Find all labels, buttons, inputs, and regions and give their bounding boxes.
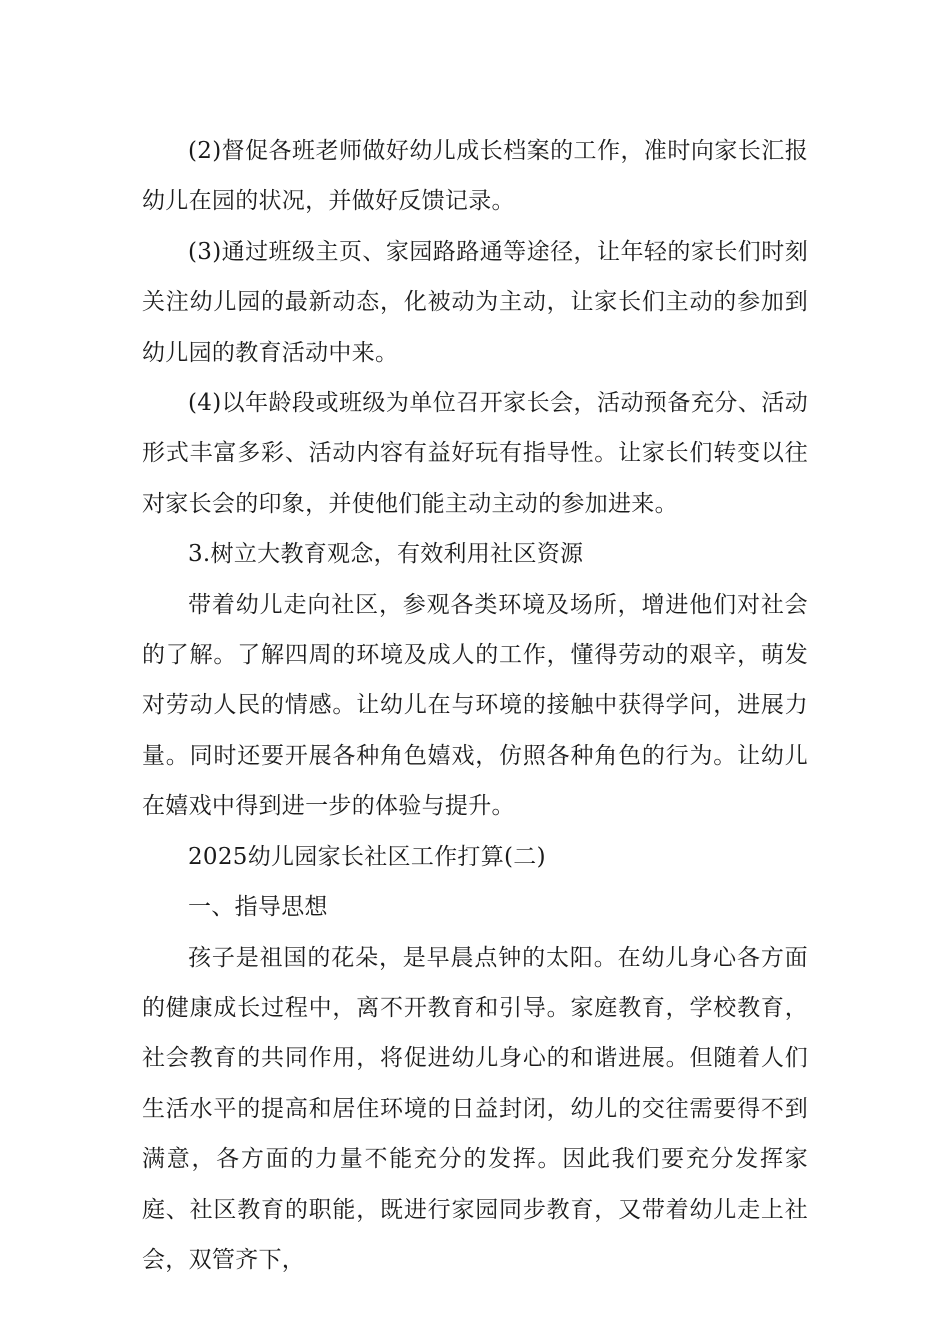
paragraph-community: 带着幼儿走向社区，参观各类环境及场所，增进他们对社会的了解。了解四周的环境及成人的工作，懂得劳动的艰辛，萌发对劳动人民的情感。让幼儿在与环境的接触中获得学问，进展力量。同时还要开展各种角色嬉戏，仿照各种角色的行为。让幼儿在嬉戏中得到进一步的体验与提升。 [142, 591, 808, 820]
section-heading-community: 3.树立大教育观念，有效利用社区资源 [188, 541, 584, 568]
paragraph-item-2: (2)督促各班老师做好幼儿成长档案的工作，准时向家长汇报幼儿在园的状况，并做好反馈记录。 [142, 138, 808, 215]
paragraph-item-3: (3)通过班级主页、家园路路通等途径，让年轻的家长们时刻关注幼儿园的最新动态，化被动为主动，让家长们主动的参加到幼儿园的教育活动中来。 [142, 238, 808, 366]
document-body [142, 126, 808, 1285]
section-heading-guiding-ideas: 一、指导思想 [188, 894, 328, 921]
paragraph-guiding-ideas: 孩子是祖国的花朵，是早晨点钟的太阳。在幼儿身心各方面的健康成长过程中，离不开教育和引导。家庭教育，学校教育，社会教育的共同作用，将促进幼儿身心的和谐进展。但随着人们生活水平的提高和居住环境的日益封闭，幼儿的交往需要得不到满意，各方面的力量不能充分的发挥。因此我们要充分发挥家庭、社区教育的职能，既进行家园同步教育，又带着幼儿走上社会，双管齐下， [142, 944, 808, 1273]
paragraph-item-4: (4)以年龄段或班级为单位召开家长会，活动预备充分、活动形式丰富多彩、活动内容有益好玩有指导性。让家长们转变以往对家长会的印象，并使他们能主动主动的参加进来。 [142, 390, 808, 517]
document-title-part-two: 2025幼儿园家长社区工作打算(二) [188, 843, 546, 870]
